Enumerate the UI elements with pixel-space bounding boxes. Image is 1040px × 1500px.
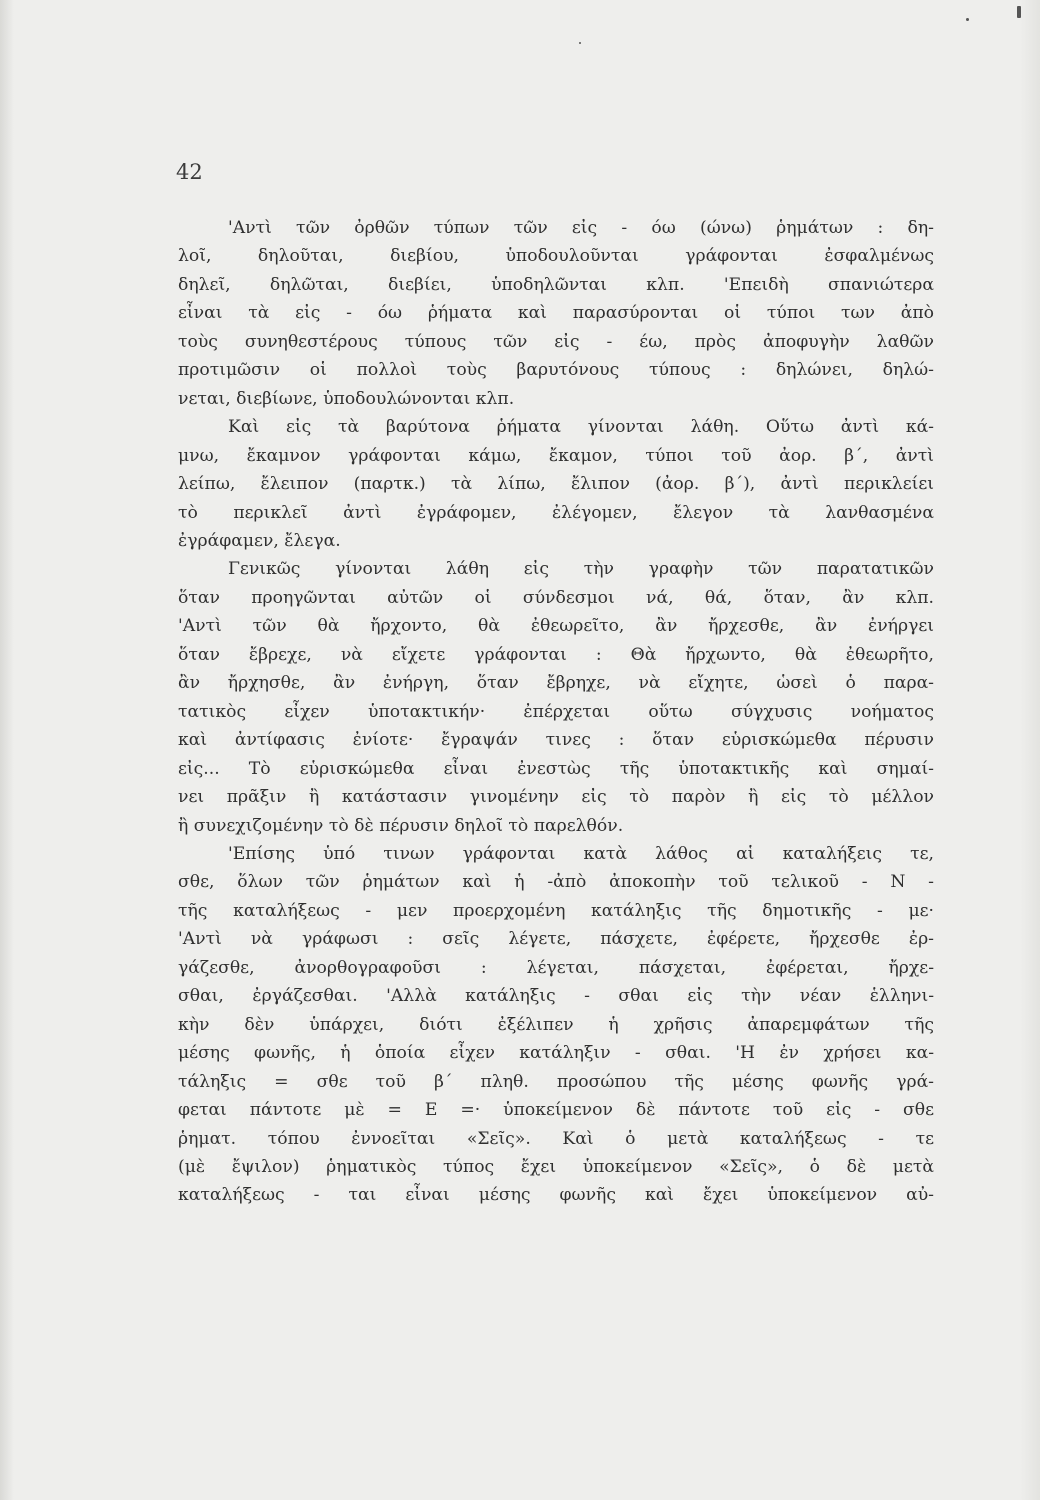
text-line: φεται πάντοτε μὲ = Ε =· ὑποκείμενον δὲ πάντοτε τοῦ εἰς - σθε [178,1100,934,1121]
text-line: λοῖ, δηλοῦται, διεβίου, ὑποδουλοῦνται γράφονται ἐσφαλμένως [178,246,934,267]
text-line: καὶ ἀντίφασις ἐνίοτε· ἔγραψάν τινες : ὅταν εὑρισκώμεθα πέρυσιν [178,730,934,751]
text-line: ἢ συνεχιζομένην τὸ δὲ πέρυσιν δηλοῖ τὸ παρελθόν. [178,815,624,836]
text-line: νει πρᾶξιν ἢ κατάστασιν γινομένην εἰς τὸ παρὸν ἢ εἰς τὸ μέλλον [178,787,934,808]
text-line: Καὶ εἰς τὰ βαρύτονα ῥήματα γίνονται λάθη. Οὕτω ἀντὶ κά- [228,417,934,438]
text-line: νεται, διεβίωνε, ὑποδουλώνονται κλπ. [178,388,515,409]
text-line: τὸ περικλεῖ ἀντὶ ἐγράφομεν, ἐλέγομεν, ἔλεγον τὰ λανθασμένα [178,502,934,523]
text-line: δηλεῖ, δηλῶται, διεβίει, ὑποδηλῶνται κλπ. 'Επειδὴ σπανιώτερα [178,274,934,295]
text-line: Γενικῶς γίνονται λάθη εἰς τὴν γραφὴν τῶν παρατατικῶν [228,559,934,580]
text-line: μέσης φωνῆς, ἡ ὁποία εἶχεν κατάληξιν - σθαι. 'Η ἐν χρήσει κα- [178,1043,934,1064]
text-line: ὅταν ἔβρεχε, νὰ εἴχετε γράφονται : Θὰ ἤρχωντο, θὰ ἐθεωρῆτο, [178,644,934,665]
text-line: 'Αντὶ τῶν θὰ ἤρχοντο, θὰ ἐθεωρεῖτο, ἂν ἤρχεσθε, ἂν ἐνήργει [178,616,934,637]
text-line: ἂν ἤρχησθε, ἂν ἐνήργη, ὅταν ἔβρηχε, νὰ εἴχητε, ὡσεὶ ὁ παρα- [178,673,934,694]
text-line: σθαι, ἐργάζεσθαι. 'Αλλὰ κατάληξις - σθαι εἰς τὴν νέαν ἑλληνι- [178,986,934,1007]
text-line: τατικὸς εἶχεν ὑποτακτικήν· ἐπέρχεται οὕτω σύγχυσις νοήματος [178,701,934,722]
text-line: 'Αντὶ νὰ γράφωσι : σεῖς λέγετε, πάσχετε, ἐφέρετε, ἤρχεσθε ἐρ- [178,929,934,950]
text-line: τάληξις = σθε τοῦ β΄ πληθ. προσώπου τῆς μέσης φωνῆς γρά- [178,1071,934,1092]
text-line: γάζεσθε, ἀνορθογραφοῦσι : λέγεται, πάσχεται, ἐφέρεται, ἤρχε- [178,957,934,978]
text-line: 'Αντὶ τῶν ὀρθῶν τύπων τῶν εἰς - όω (ώνω) ῥημάτων : δη- [228,218,934,238]
scan-speck [966,18,969,21]
text-line: 'Επίσης ὑπό τινων γράφονται κατὰ λάθος αἱ καταλήξεις τε, [228,843,934,864]
text-line: λείπω, ἔλειπον (παρτκ.) τὰ λίπω, ἔλιπον (ἀορ. β΄), ἀντὶ περικλείει [178,474,934,495]
text-line: καταλήξεως - ται εἶναι μέσης φωνῆς καὶ ἔχει ὑποκείμενον αὐ- [178,1185,934,1206]
text-line: τῆς καταλήξεως - μεν προερχομένη κατάληξις τῆς δημοτικῆς - με· [178,900,934,921]
text-line: τοὺς συνηθεστέρους τύπους τῶν εἰς - έω, πρὸς ἀποφυγὴν λαθῶν [178,331,934,352]
text-line: κὴν δὲν ὑπάρχει, διότι ἐξέλιπεν ἡ χρῆσις ἀπαρεμφάτων τῆς [178,1014,934,1035]
body-text [178,214,934,1210]
text-line: ἐγράφαμεν, ἔλεγα. [178,530,341,551]
text-line: εἶναι τὰ εἰς - όω ῥήματα καὶ παρασύρονται οἱ τύποι των ἀπὸ [178,303,934,324]
scan-speck [579,42,581,44]
text-line: εἰς... Τὸ εὑρισκώμεθα εἶναι ἐνεστὼς τῆς ὑποτακτικῆς καὶ σημαί- [178,758,934,779]
scan-speck [1017,6,1021,18]
text-line: ῥηματ. τόπου ἐννοεῖται «Σεῖς». Καὶ ὁ μετὰ καταλήξεως - τε [178,1128,934,1149]
text-line: μνω, ἔκαμνον γράφονται κάμω, ἔκαμον, τύποι τοῦ ἀορ. β΄, ἀντὶ [178,445,934,466]
text-line: σθε, ὅλων τῶν ῥημάτων καὶ ἡ -ἀπὸ ἀποκοπὴν τοῦ τελικοῦ - Ν - [178,872,934,893]
page-number: 42 [176,160,203,184]
text-line: ὅταν προηγῶνται αὐτῶν οἱ σύνδεσμοι νά, θά, ὅταν, ἂν κλπ. [178,587,934,608]
text-line: (μὲ ἔψιλον) ῥηματικὸς τύπος ἔχει ὑποκείμενον «Σεῖς», ὁ δὲ μετὰ [178,1156,934,1177]
text-line: προτιμῶσιν οἱ πολλοὶ τοὺς βαρυτόνους τύπους : δηλώνει, δηλώ- [178,360,934,381]
